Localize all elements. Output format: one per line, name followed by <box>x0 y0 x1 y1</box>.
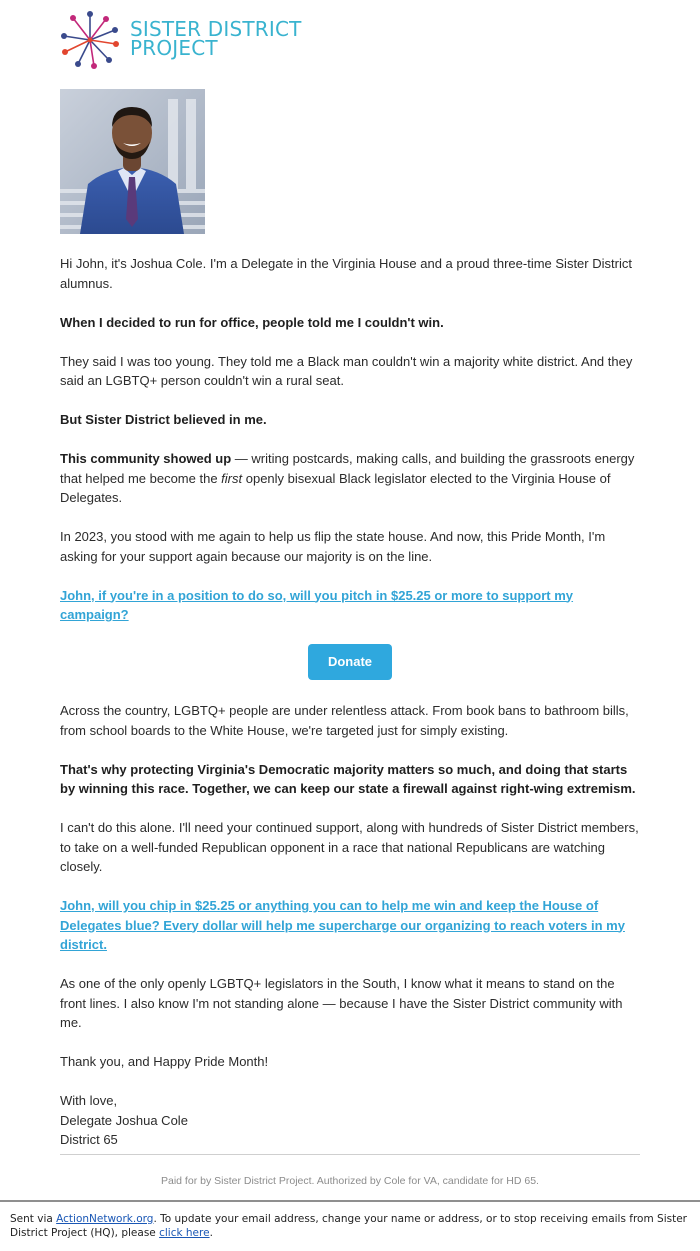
ask-2-paragraph <box>60 896 640 955</box>
paragraph-community: This community showed up — writing postcards, making calls, and building the grassroots energy that helped me become the first openly bisexual Black legislator elected to the Virginia House of Delegates. <box>60 451 635 505</box>
paid-for-disclaimer: Paid for by Sister District Project. Authorized by Cole for VA, candidate for HD 65. <box>161 1175 539 1187</box>
actionnetwork-link[interactable]: ActionNetwork.org <box>56 1213 154 1225</box>
ask-1-paragraph <box>60 586 640 625</box>
donate-button-row <box>60 644 640 680</box>
paragraph-too-young: They said I was too young. They told me a Black man couldn't win a majority white district. And they said an LGBTQ+ person couldn't win a rural seat. <box>60 353 633 388</box>
donation-ask-link-2[interactable]: John, will you chip in $25.25 or anything you can to help me win and keep the House of Delegates blue? Every dollar will help me supercharge our organizing to reach voters in my district. <box>60 898 625 952</box>
paragraph-attack: Across the country, LGBTQ+ people are under relentless attack. From book bans to bathroom bills, from school boards to the White House, we're targeted just for simply existing. <box>60 703 629 738</box>
bold-statement-1: When I decided to run for office, people told me I couldn't win. <box>60 314 444 330</box>
brand-line-2: PROJECT <box>130 36 218 60</box>
sign-off: With love, <box>60 1093 118 1108</box>
brand-line-1: SISTER DISTRICT <box>130 17 302 41</box>
email-content <box>60 254 640 1169</box>
paragraph-2023: In 2023, you stood with me again to help us flip the state house. And now, this Pride Month, I'm asking for your support again because our majority is on the line. <box>60 529 606 564</box>
signature <box>60 1091 640 1150</box>
paragraph-thank-you: Thank you, and Happy Pride Month! <box>60 1054 269 1069</box>
starburst-logo-icon <box>60 10 120 70</box>
sister-district-logo[interactable] <box>60 8 320 72</box>
paragraph-alone: I can't do this alone. I'll need your continued support, along with hundreds of Sister District members, to take on a well-funded Republican opponent in a race that national Republicans are watching closely. <box>60 820 639 874</box>
portrait-image <box>60 89 205 234</box>
signer-name: Delegate Joshua Cole <box>60 1112 188 1128</box>
email-footer: Sent via ActionNetwork.org. To update your email address, change your name or address, or to stop receiving emails from Sister District Project (HQ), please click here. <box>0 1200 700 1251</box>
donate-button[interactable]: Donate <box>308 644 392 680</box>
signer-district: District 65 <box>60 1132 118 1147</box>
paragraph-front-lines: As one of the only openly LGBTQ+ legislators in the South, I know what it means to stand on the front lines. I also know I'm not standing alone — because I have the Sister District community with me. <box>60 976 623 1030</box>
bold-statement-3: That's why protecting Virginia's Democratic majority matters so much, and doing that starts by winning this race. Together, we can keep our state a firewall against right-wing extremism. <box>60 761 636 796</box>
bold-statement-2: But Sister District believed in me. <box>60 412 267 427</box>
intro-paragraph: Hi John, it's Joshua Cole. I'm a Delegate in the Virginia House and a proud three-time Sister District alumnus. <box>60 256 632 291</box>
candidate-photo <box>60 89 205 234</box>
brand-wordmark <box>130 17 302 60</box>
unsubscribe-link[interactable]: click here <box>159 1227 210 1239</box>
divider <box>60 1154 640 1155</box>
donation-ask-link-1[interactable]: John, if you're in a position to do so, will you pitch in $25.25 or more to support my campaign? <box>60 587 574 622</box>
